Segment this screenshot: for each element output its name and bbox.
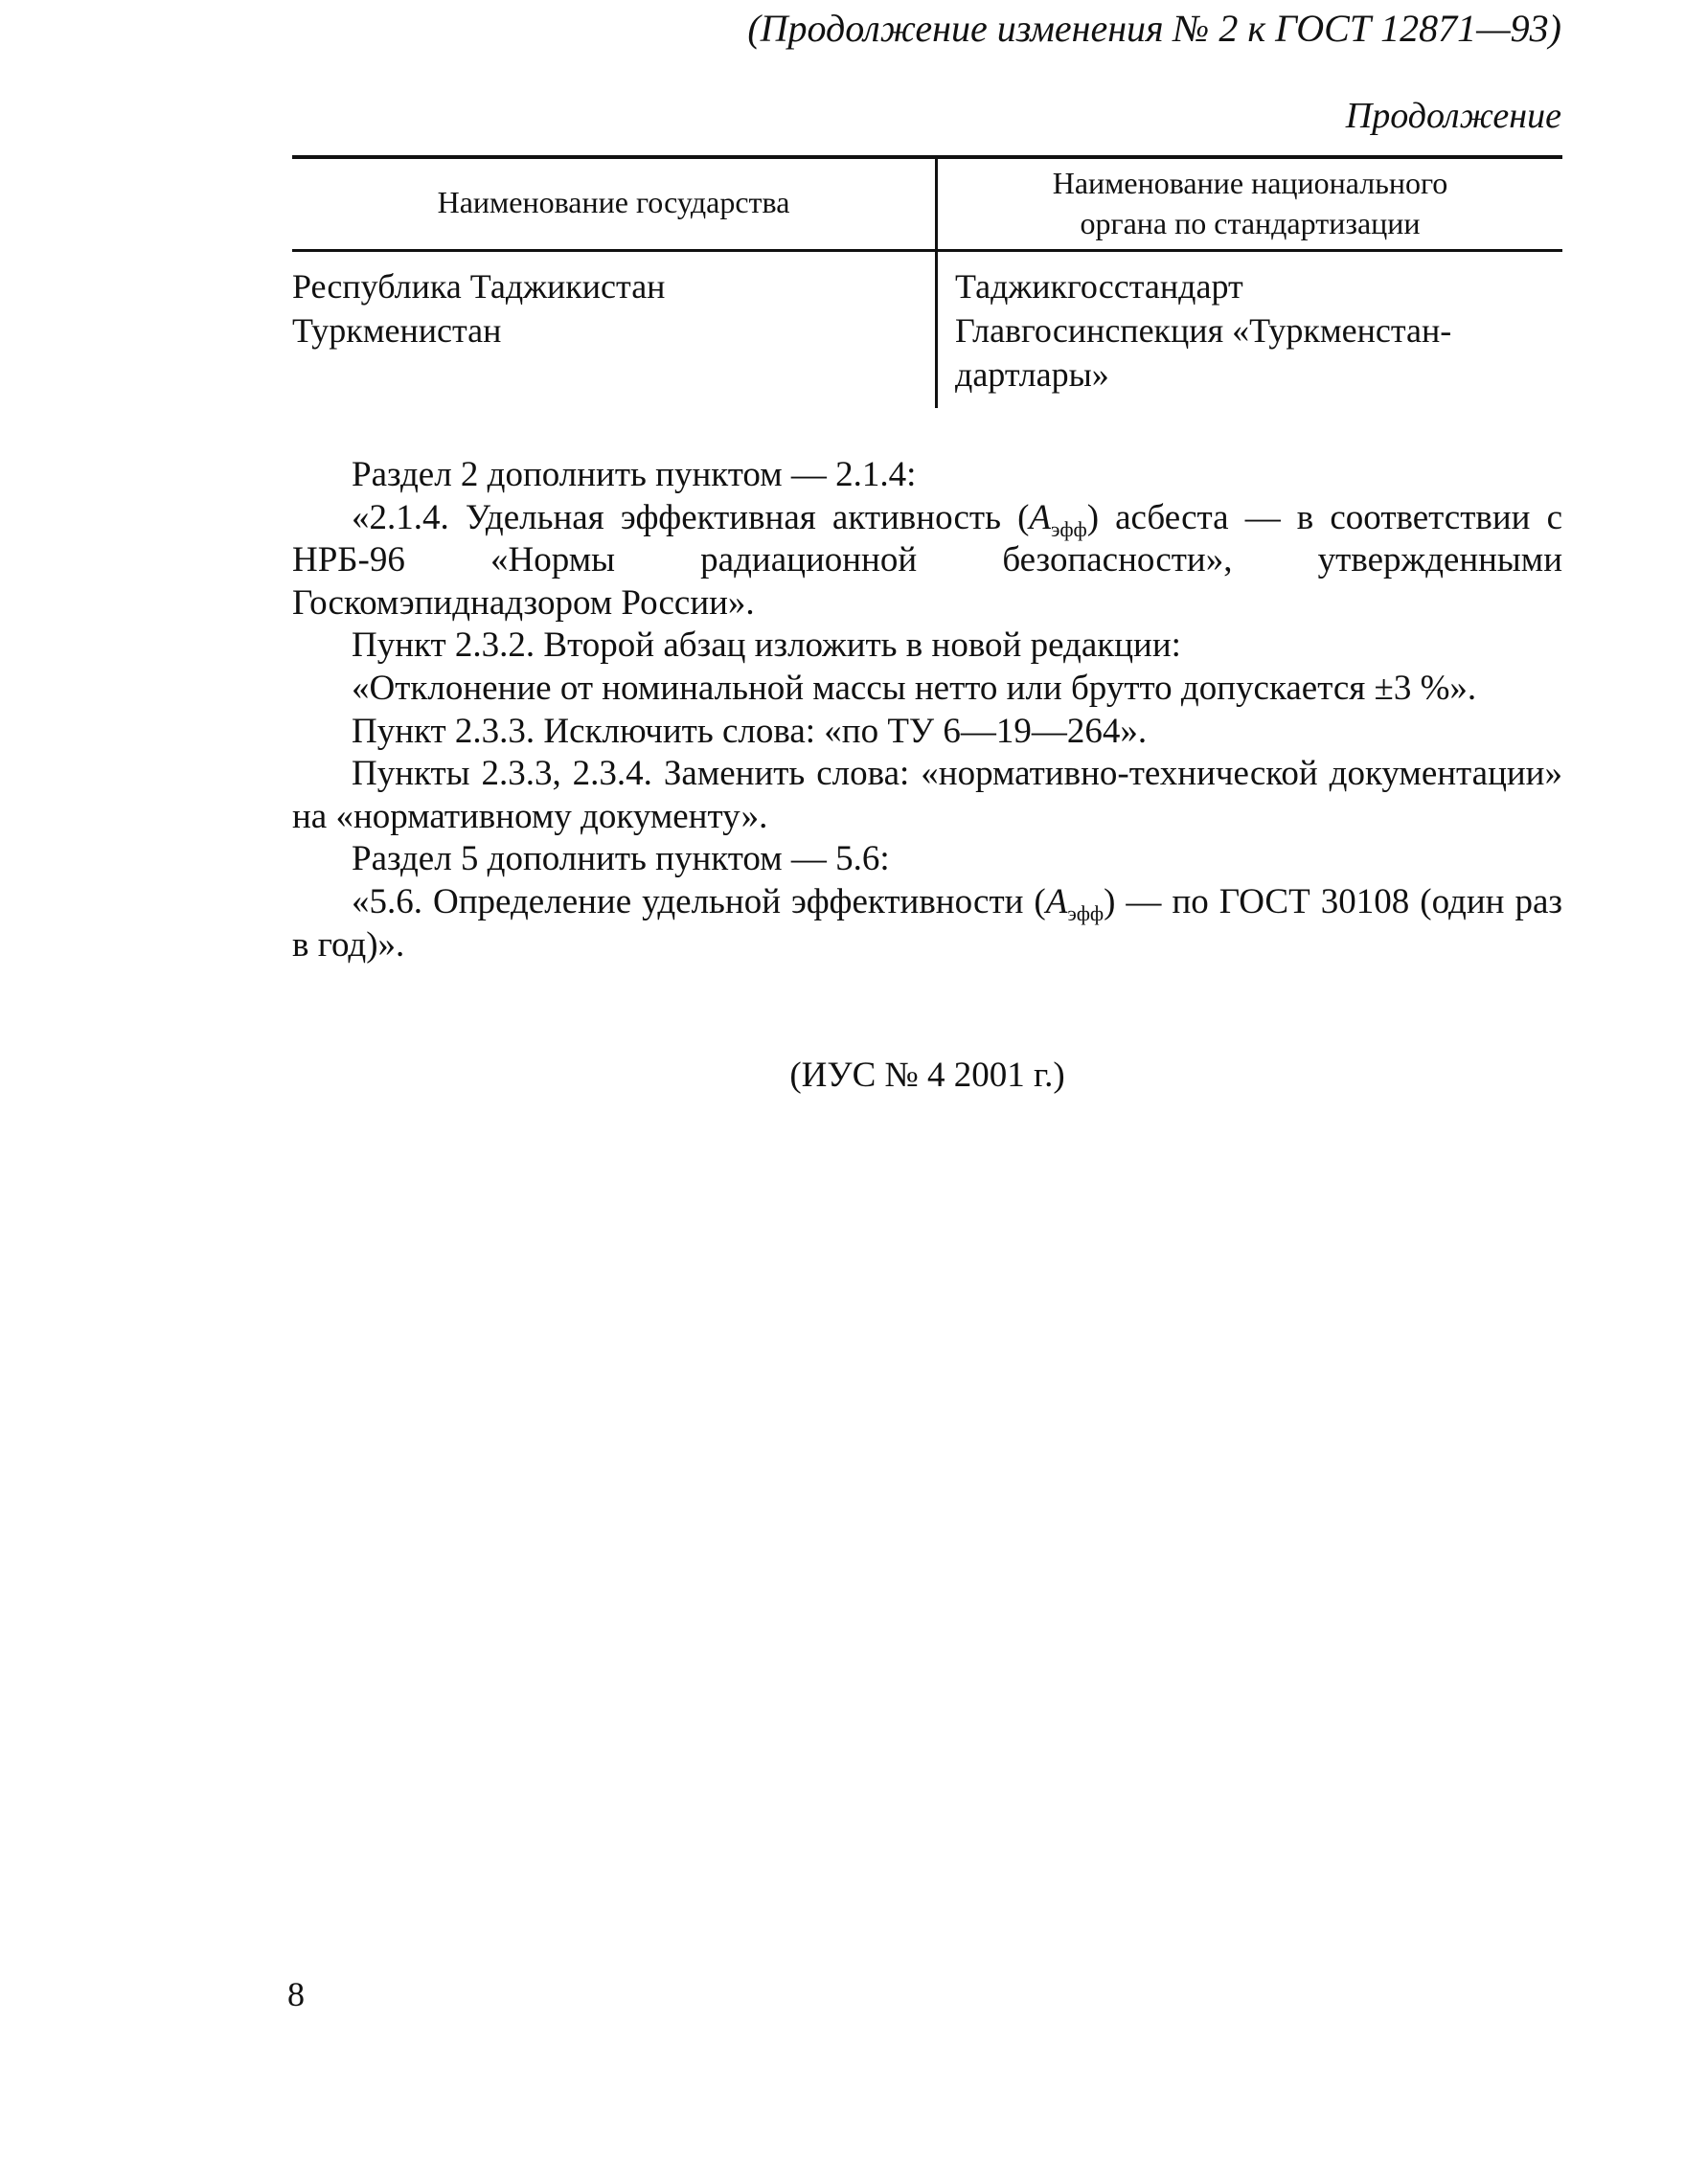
paragraph <box>292 881 1562 966</box>
paragraph: Раздел 5 дополнить пунктом — 5.6: <box>352 839 890 879</box>
activity-symbol: A <box>1029 497 1051 537</box>
continuation-label: Продолжение <box>1345 96 1561 136</box>
header-state-name: Наименование государства <box>437 185 790 219</box>
header-standards-body-line: Наименование национального <box>1052 166 1448 200</box>
page-number: 8 <box>287 1975 305 2013</box>
paragraph: Пункты 2.3.3, 2.3.4. Заменить слова: «нормативно-технической документации» на «нормативному документу». <box>292 754 1562 836</box>
activity-symbol: A <box>1045 881 1068 921</box>
paragraph-text: «5.6. Определение удельной эффективности ( <box>352 881 1046 921</box>
paragraph: Раздел 2 дополнить пунктом — 2.1.4: <box>352 455 917 494</box>
table-cell-states <box>292 264 924 352</box>
paragraph-text: ) асбеста — в соответствии с НРБ-96 «Нормы радиационной безопасности», утвержденными Госкомэпиднадзором России». <box>292 497 1562 623</box>
standards-body-name: Главгосинспекция «Туркменстан- <box>955 311 1452 350</box>
paragraph-text: «2.1.4. Удельная эффективная активность ( <box>352 497 1030 537</box>
table-header-rule <box>292 249 1562 252</box>
header-standards-body-line: органа по стандартизации <box>1080 206 1421 240</box>
paragraph <box>292 497 1562 625</box>
paragraph-text: ) — по ГОСТ 30108 (один раз в год)». <box>292 881 1563 965</box>
activity-subscript: эфф <box>1067 900 1105 925</box>
paragraph: «Отклонение от номинальной массы нетто или брутто допускается ±3 %». <box>352 668 1477 708</box>
states-table <box>292 155 1562 408</box>
standards-body-name: Таджикгосстандарт <box>955 267 1243 306</box>
paragraph: Пункт 2.3.2. Второй абзац изложить в новой редакции: <box>352 625 1181 666</box>
standards-body-name: дартлары» <box>955 355 1109 394</box>
activity-subscript: эфф <box>1051 516 1087 541</box>
state-name: Республика Таджикистан <box>292 267 666 306</box>
header-standards-body <box>938 163 1562 243</box>
ius-reference: (ИУС № 4 2001 г.) <box>789 1056 1065 1095</box>
paragraph: Пункт 2.3.3. Исключить слова: «по ТУ 6—19—264». <box>352 711 1148 751</box>
table-cell-bodies <box>955 264 1562 397</box>
state-name: Туркменистан <box>292 311 502 350</box>
document-header: (Продолжение изменения № 2 к ГОСТ 12871—93) <box>747 7 1561 50</box>
amendment-text <box>292 454 1562 966</box>
table-top-rule <box>292 155 1562 159</box>
